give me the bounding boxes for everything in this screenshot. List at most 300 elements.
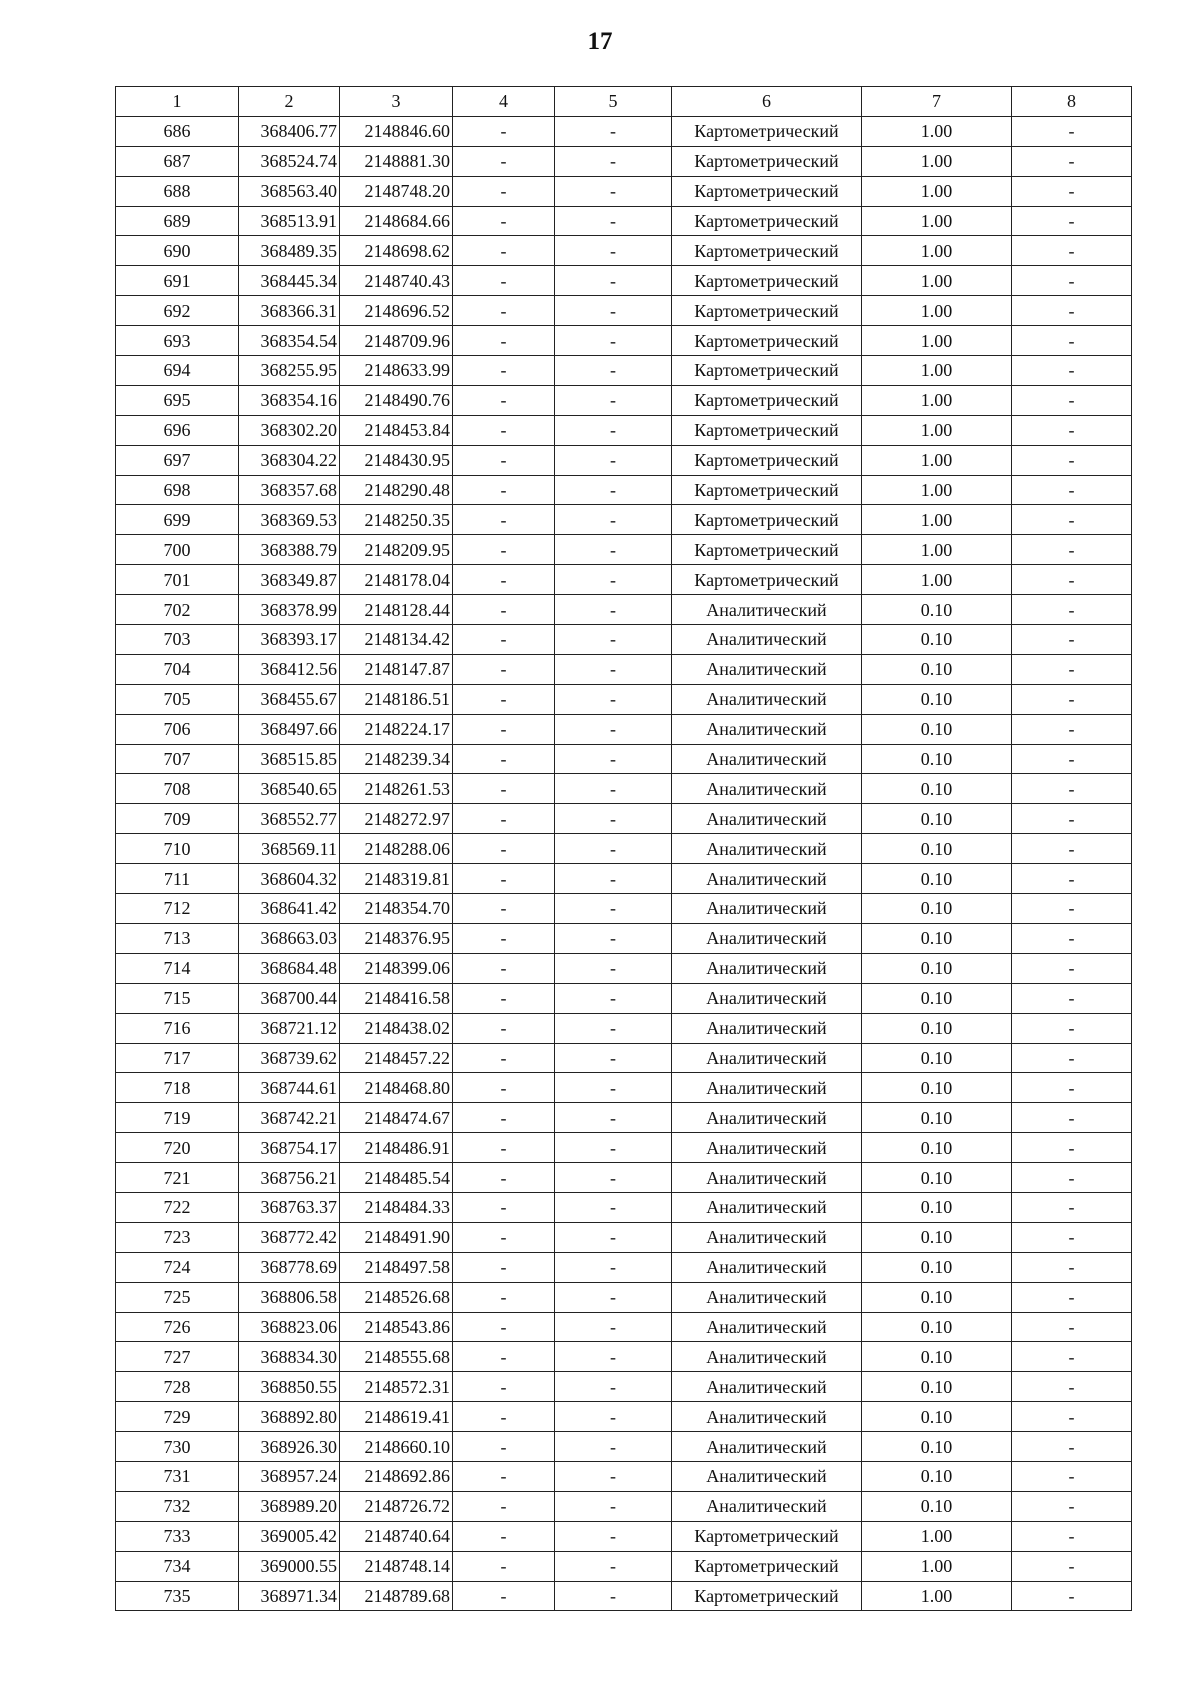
table-cell-col-2: 368563.40 <box>239 176 340 206</box>
table-row <box>116 146 1132 176</box>
table-cell-col-5: - <box>555 565 672 595</box>
table-row <box>116 774 1132 804</box>
table-cell-col-7: 0.10 <box>862 684 1012 714</box>
table-cell-col-6: Картометрический <box>672 176 862 206</box>
column-header-5: 5 <box>555 87 672 117</box>
table-cell-col-4: - <box>453 206 555 236</box>
table-cell-col-4: - <box>453 1282 555 1312</box>
table-cell-col-3: 2148748.14 <box>340 1551 453 1581</box>
table-cell-col-7: 1.00 <box>862 266 1012 296</box>
table-cell-col-8: - <box>1012 445 1132 475</box>
table-row <box>116 356 1132 386</box>
table-row <box>116 804 1132 834</box>
table-cell-col-2: 368524.74 <box>239 146 340 176</box>
table-cell-col-2: 368763.37 <box>239 1192 340 1222</box>
table-cell-col-1: 702 <box>116 595 239 625</box>
table-cell-col-2: 368569.11 <box>239 834 340 864</box>
table-cell-col-4: - <box>453 1252 555 1282</box>
table-cell-col-1: 712 <box>116 894 239 924</box>
table-cell-col-8: - <box>1012 1312 1132 1342</box>
table-cell-col-4: - <box>453 356 555 386</box>
table-cell-col-3: 2148490.76 <box>340 385 453 415</box>
table-cell-col-5: - <box>555 953 672 983</box>
table-cell-col-8: - <box>1012 266 1132 296</box>
table-cell-col-6: Аналитический <box>672 774 862 804</box>
table-cell-col-6: Картометрический <box>672 475 862 505</box>
table-cell-col-4: - <box>453 475 555 505</box>
table-cell-col-4: - <box>453 714 555 744</box>
table-cell-col-6: Картометрический <box>672 236 862 266</box>
table-row <box>116 1103 1132 1133</box>
coordinates-table <box>115 86 1132 1611</box>
table-cell-col-8: - <box>1012 236 1132 266</box>
table-cell-col-7: 0.10 <box>862 983 1012 1013</box>
table-cell-col-8: - <box>1012 1282 1132 1312</box>
table-cell-col-5: - <box>555 1312 672 1342</box>
table-cell-col-4: - <box>453 1372 555 1402</box>
table-cell-col-4: - <box>453 1581 555 1611</box>
table-cell-col-3: 2148224.17 <box>340 714 453 744</box>
table-cell-col-3: 2148186.51 <box>340 684 453 714</box>
table-cell-col-2: 368489.35 <box>239 236 340 266</box>
table-cell-col-4: - <box>453 1402 555 1432</box>
page-number: 17 <box>587 28 613 55</box>
table-cell-col-8: - <box>1012 385 1132 415</box>
table-cell-col-8: - <box>1012 744 1132 774</box>
table-cell-col-5: - <box>555 1252 672 1282</box>
table-cell-col-3: 2148147.87 <box>340 654 453 684</box>
table-cell-col-6: Аналитический <box>672 654 862 684</box>
table-cell-col-1: 697 <box>116 445 239 475</box>
table-cell-col-5: - <box>555 1163 672 1193</box>
table-row <box>116 535 1132 565</box>
table-cell-col-7: 1.00 <box>862 146 1012 176</box>
table-cell-col-4: - <box>453 1521 555 1551</box>
table-cell-col-4: - <box>453 236 555 266</box>
table-cell-col-6: Картометрический <box>672 146 862 176</box>
table-cell-col-7: 0.10 <box>862 923 1012 953</box>
table-cell-col-5: - <box>555 415 672 445</box>
table-cell-col-7: 1.00 <box>862 385 1012 415</box>
table-cell-col-8: - <box>1012 1222 1132 1252</box>
table-cell-col-5: - <box>555 684 672 714</box>
table-cell-col-2: 368349.87 <box>239 565 340 595</box>
table-cell-col-1: 698 <box>116 475 239 505</box>
column-header-7: 7 <box>862 87 1012 117</box>
table-cell-col-6: Аналитический <box>672 1163 862 1193</box>
table-cell-col-3: 2148430.95 <box>340 445 453 475</box>
table-cell-col-5: - <box>555 1461 672 1491</box>
table-cell-col-2: 368926.30 <box>239 1432 340 1462</box>
table-row <box>116 983 1132 1013</box>
table-cell-col-7: 1.00 <box>862 236 1012 266</box>
table-cell-col-1: 722 <box>116 1192 239 1222</box>
table-cell-col-1: 717 <box>116 1043 239 1073</box>
table-cell-col-6: Аналитический <box>672 1372 862 1402</box>
table-cell-col-7: 0.10 <box>862 1013 1012 1043</box>
table-cell-col-2: 368445.34 <box>239 266 340 296</box>
table-row <box>116 923 1132 953</box>
table-cell-col-4: - <box>453 894 555 924</box>
table-cell-col-3: 2148453.84 <box>340 415 453 445</box>
table-cell-col-3: 2148399.06 <box>340 953 453 983</box>
table-cell-col-5: - <box>555 356 672 386</box>
table-row <box>116 1192 1132 1222</box>
table-cell-col-1: 730 <box>116 1432 239 1462</box>
table-cell-col-7: 0.10 <box>862 804 1012 834</box>
table-cell-col-6: Картометрический <box>672 535 862 565</box>
table-cell-col-1: 729 <box>116 1402 239 1432</box>
table-cell-col-6: Аналитический <box>672 1073 862 1103</box>
table-row <box>116 744 1132 774</box>
table-cell-col-2: 368744.61 <box>239 1073 340 1103</box>
table-cell-col-7: 0.10 <box>862 595 1012 625</box>
table-cell-col-3: 2148692.86 <box>340 1461 453 1491</box>
table-cell-col-5: - <box>555 385 672 415</box>
table-cell-col-6: Аналитический <box>672 834 862 864</box>
table-cell-col-7: 0.10 <box>862 1461 1012 1491</box>
table-cell-col-1: 705 <box>116 684 239 714</box>
table-cell-col-1: 716 <box>116 1013 239 1043</box>
table-cell-col-7: 0.10 <box>862 864 1012 894</box>
table-cell-col-3: 2148134.42 <box>340 625 453 655</box>
table-row <box>116 415 1132 445</box>
table-cell-col-5: - <box>555 1282 672 1312</box>
table-cell-col-5: - <box>555 1013 672 1043</box>
table-cell-col-1: 715 <box>116 983 239 1013</box>
table-cell-col-7: 1.00 <box>862 296 1012 326</box>
table-cell-col-7: 1.00 <box>862 206 1012 236</box>
table-row <box>116 296 1132 326</box>
table-cell-col-4: - <box>453 953 555 983</box>
table-cell-col-6: Аналитический <box>672 1432 862 1462</box>
table-cell-col-8: - <box>1012 834 1132 864</box>
table-cell-col-4: - <box>453 535 555 565</box>
table-row <box>116 1551 1132 1581</box>
table-cell-col-7: 1.00 <box>862 475 1012 505</box>
table-cell-col-3: 2148261.53 <box>340 774 453 804</box>
table-cell-col-5: - <box>555 1342 672 1372</box>
table-cell-col-4: - <box>453 1312 555 1342</box>
table-body <box>116 116 1132 1611</box>
table-cell-col-1: 723 <box>116 1222 239 1252</box>
table-cell-col-3: 2148789.68 <box>340 1581 453 1611</box>
table-cell-col-6: Аналитический <box>672 684 862 714</box>
table-cell-col-5: - <box>555 535 672 565</box>
table-cell-col-1: 720 <box>116 1133 239 1163</box>
table-cell-col-2: 368604.32 <box>239 864 340 894</box>
table-cell-col-2: 368378.99 <box>239 595 340 625</box>
table-cell-col-3: 2148572.31 <box>340 1372 453 1402</box>
table-cell-col-1: 696 <box>116 415 239 445</box>
table-cell-col-2: 368850.55 <box>239 1372 340 1402</box>
table-cell-col-6: Картометрический <box>672 296 862 326</box>
table-cell-col-6: Аналитический <box>672 1192 862 1222</box>
table-cell-col-6: Аналитический <box>672 1461 862 1491</box>
table-cell-col-3: 2148239.34 <box>340 744 453 774</box>
table-cell-col-8: - <box>1012 146 1132 176</box>
table-cell-col-7: 0.10 <box>862 714 1012 744</box>
table-cell-col-1: 695 <box>116 385 239 415</box>
table-cell-col-2: 368684.48 <box>239 953 340 983</box>
table-cell-col-8: - <box>1012 206 1132 236</box>
table-cell-col-1: 731 <box>116 1461 239 1491</box>
table-cell-col-6: Аналитический <box>672 595 862 625</box>
table-cell-col-1: 692 <box>116 296 239 326</box>
table-cell-col-3: 2148486.91 <box>340 1133 453 1163</box>
table-cell-col-5: - <box>555 266 672 296</box>
table-cell-col-4: - <box>453 923 555 953</box>
table-cell-col-5: - <box>555 864 672 894</box>
table-cell-col-5: - <box>555 1073 672 1103</box>
table-cell-col-7: 1.00 <box>862 445 1012 475</box>
table-cell-col-6: Картометрический <box>672 385 862 415</box>
table-cell-col-7: 0.10 <box>862 953 1012 983</box>
table-cell-col-2: 368756.21 <box>239 1163 340 1193</box>
table-cell-col-6: Картометрический <box>672 356 862 386</box>
table-row <box>116 1252 1132 1282</box>
table-row <box>116 565 1132 595</box>
table-cell-col-4: - <box>453 1013 555 1043</box>
table-row <box>116 625 1132 655</box>
table-cell-col-7: 1.00 <box>862 116 1012 146</box>
table-row <box>116 176 1132 206</box>
table-row <box>116 1043 1132 1073</box>
table-row <box>116 1461 1132 1491</box>
table-cell-col-1: 718 <box>116 1073 239 1103</box>
table-cell-col-1: 721 <box>116 1163 239 1193</box>
table-cell-col-3: 2148474.67 <box>340 1103 453 1133</box>
column-header-8: 8 <box>1012 87 1132 117</box>
table-cell-col-4: - <box>453 415 555 445</box>
table-cell-col-3: 2148272.97 <box>340 804 453 834</box>
table-cell-col-3: 2148740.64 <box>340 1521 453 1551</box>
table-cell-col-3: 2148438.02 <box>340 1013 453 1043</box>
table-cell-col-4: - <box>453 1551 555 1581</box>
table-cell-col-7: 1.00 <box>862 535 1012 565</box>
table-cell-col-5: - <box>555 326 672 356</box>
table-cell-col-6: Аналитический <box>672 1252 862 1282</box>
table-cell-col-2: 368354.16 <box>239 385 340 415</box>
table-cell-col-7: 0.10 <box>862 834 1012 864</box>
table-cell-col-5: - <box>555 834 672 864</box>
table-cell-col-4: - <box>453 296 555 326</box>
table-cell-col-7: 1.00 <box>862 1551 1012 1581</box>
table-row <box>116 116 1132 146</box>
table-cell-col-7: 0.10 <box>862 1252 1012 1282</box>
table-cell-col-3: 2148288.06 <box>340 834 453 864</box>
table-cell-col-6: Аналитический <box>672 804 862 834</box>
table-cell-col-7: 0.10 <box>862 1073 1012 1103</box>
column-header-6: 6 <box>672 87 862 117</box>
table-cell-col-4: - <box>453 385 555 415</box>
table-cell-col-6: Аналитический <box>672 1133 862 1163</box>
table-cell-col-2: 368455.67 <box>239 684 340 714</box>
table-cell-col-8: - <box>1012 1163 1132 1193</box>
table-cell-col-5: - <box>555 116 672 146</box>
table-cell-col-7: 0.10 <box>862 1133 1012 1163</box>
table-cell-col-5: - <box>555 296 672 326</box>
table-row <box>116 1432 1132 1462</box>
table-cell-col-5: - <box>555 1133 672 1163</box>
table-cell-col-2: 368366.31 <box>239 296 340 326</box>
table-row <box>116 1491 1132 1521</box>
table-cell-col-7: 0.10 <box>862 774 1012 804</box>
table-cell-col-1: 693 <box>116 326 239 356</box>
table-cell-col-6: Аналитический <box>672 983 862 1013</box>
table-cell-col-3: 2148696.52 <box>340 296 453 326</box>
table-cell-col-3: 2148881.30 <box>340 146 453 176</box>
table-cell-col-7: 0.10 <box>862 625 1012 655</box>
table-cell-col-5: - <box>555 176 672 206</box>
table-cell-col-2: 368663.03 <box>239 923 340 953</box>
table-cell-col-3: 2148491.90 <box>340 1222 453 1252</box>
table-cell-col-4: - <box>453 983 555 1013</box>
table-cell-col-8: - <box>1012 864 1132 894</box>
table-cell-col-1: 726 <box>116 1312 239 1342</box>
table-cell-col-3: 2148485.54 <box>340 1163 453 1193</box>
table-cell-col-5: - <box>555 595 672 625</box>
table-cell-col-3: 2148543.86 <box>340 1312 453 1342</box>
table-cell-col-6: Аналитический <box>672 1103 862 1133</box>
table-row <box>116 834 1132 864</box>
table-cell-col-8: - <box>1012 1521 1132 1551</box>
table-cell-col-3: 2148619.41 <box>340 1402 453 1432</box>
table-cell-col-2: 368772.42 <box>239 1222 340 1252</box>
table-cell-col-7: 0.10 <box>862 1163 1012 1193</box>
table-cell-col-1: 689 <box>116 206 239 236</box>
table-cell-col-8: - <box>1012 415 1132 445</box>
table-cell-col-4: - <box>453 1432 555 1462</box>
table-cell-col-8: - <box>1012 535 1132 565</box>
table-cell-col-1: 694 <box>116 356 239 386</box>
table-cell-col-6: Картометрический <box>672 1521 862 1551</box>
table-cell-col-2: 368369.53 <box>239 505 340 535</box>
table-cell-col-1: 706 <box>116 714 239 744</box>
table-row <box>116 714 1132 744</box>
table-cell-col-2: 369000.55 <box>239 1551 340 1581</box>
table-cell-col-8: - <box>1012 804 1132 834</box>
table-row <box>116 684 1132 714</box>
table-cell-col-2: 368406.77 <box>239 116 340 146</box>
table-cell-col-3: 2148484.33 <box>340 1192 453 1222</box>
table-cell-col-7: 0.10 <box>862 1282 1012 1312</box>
table-cell-col-8: - <box>1012 505 1132 535</box>
table-cell-col-8: - <box>1012 1013 1132 1043</box>
table-cell-col-4: - <box>453 1103 555 1133</box>
table-cell-col-8: - <box>1012 1342 1132 1372</box>
table-cell-col-5: - <box>555 445 672 475</box>
table-cell-col-6: Аналитический <box>672 1491 862 1521</box>
table-cell-col-7: 0.10 <box>862 654 1012 684</box>
table-cell-col-7: 1.00 <box>862 1521 1012 1551</box>
table-cell-col-2: 368739.62 <box>239 1043 340 1073</box>
table-row <box>116 1163 1132 1193</box>
table-cell-col-8: - <box>1012 565 1132 595</box>
table-cell-col-3: 2148709.96 <box>340 326 453 356</box>
table-cell-col-3: 2148250.35 <box>340 505 453 535</box>
table-cell-col-1: 719 <box>116 1103 239 1133</box>
table-cell-col-8: - <box>1012 1192 1132 1222</box>
table-cell-col-5: - <box>555 1103 672 1133</box>
table-cell-col-1: 690 <box>116 236 239 266</box>
table-cell-col-4: - <box>453 1163 555 1193</box>
table-cell-col-1: 699 <box>116 505 239 535</box>
table-cell-col-5: - <box>555 714 672 744</box>
table-row <box>116 864 1132 894</box>
table-cell-col-6: Аналитический <box>672 1282 862 1312</box>
table-cell-col-3: 2148684.66 <box>340 206 453 236</box>
table-row <box>116 1342 1132 1372</box>
table-row <box>116 1581 1132 1611</box>
table-cell-col-7: 0.10 <box>862 1402 1012 1432</box>
table-cell-col-2: 368513.91 <box>239 206 340 236</box>
table-row <box>116 595 1132 625</box>
table-row <box>116 1372 1132 1402</box>
table-cell-col-2: 368971.34 <box>239 1581 340 1611</box>
table-row <box>116 236 1132 266</box>
table-cell-col-5: - <box>555 236 672 266</box>
table-cell-col-1: 724 <box>116 1252 239 1282</box>
table-cell-col-8: - <box>1012 1551 1132 1581</box>
table-cell-col-8: - <box>1012 1432 1132 1462</box>
table-row <box>116 475 1132 505</box>
table-cell-col-1: 710 <box>116 834 239 864</box>
table-cell-col-8: - <box>1012 953 1132 983</box>
table-cell-col-8: - <box>1012 1252 1132 1282</box>
table-cell-col-2: 368823.06 <box>239 1312 340 1342</box>
table-cell-col-7: 1.00 <box>862 326 1012 356</box>
table-cell-col-5: - <box>555 654 672 684</box>
table-cell-col-4: - <box>453 864 555 894</box>
table-cell-col-8: - <box>1012 625 1132 655</box>
table-cell-col-6: Аналитический <box>672 625 862 655</box>
table-cell-col-2: 368354.54 <box>239 326 340 356</box>
table-row <box>116 1312 1132 1342</box>
table-cell-col-7: 0.10 <box>862 1103 1012 1133</box>
table-cell-col-5: - <box>555 1581 672 1611</box>
table-cell-col-6: Картометрический <box>672 415 862 445</box>
table-cell-col-4: - <box>453 1342 555 1372</box>
table-cell-col-7: 1.00 <box>862 505 1012 535</box>
table-cell-col-5: - <box>555 1372 672 1402</box>
table-cell-col-5: - <box>555 923 672 953</box>
table-cell-col-2: 368255.95 <box>239 356 340 386</box>
table-cell-col-8: - <box>1012 1133 1132 1163</box>
table-cell-col-4: - <box>453 146 555 176</box>
table-cell-col-7: 0.10 <box>862 1432 1012 1462</box>
table-cell-col-4: - <box>453 684 555 714</box>
table-cell-col-8: - <box>1012 774 1132 804</box>
table-cell-col-4: - <box>453 116 555 146</box>
table-cell-col-1: 728 <box>116 1372 239 1402</box>
table-cell-col-4: - <box>453 565 555 595</box>
table-cell-col-2: 368515.85 <box>239 744 340 774</box>
table-cell-col-4: - <box>453 595 555 625</box>
table-cell-col-6: Аналитический <box>672 1222 862 1252</box>
table-cell-col-3: 2148660.10 <box>340 1432 453 1462</box>
table-cell-col-1: 687 <box>116 146 239 176</box>
table-cell-col-6: Аналитический <box>672 1312 862 1342</box>
table-cell-col-5: - <box>555 1551 672 1581</box>
table-cell-col-5: - <box>555 475 672 505</box>
table-cell-col-4: - <box>453 774 555 804</box>
table-cell-col-6: Аналитический <box>672 714 862 744</box>
table-cell-col-8: - <box>1012 1103 1132 1133</box>
table-cell-col-7: 0.10 <box>862 1043 1012 1073</box>
table-cell-col-7: 0.10 <box>862 1192 1012 1222</box>
table-cell-col-4: - <box>453 326 555 356</box>
